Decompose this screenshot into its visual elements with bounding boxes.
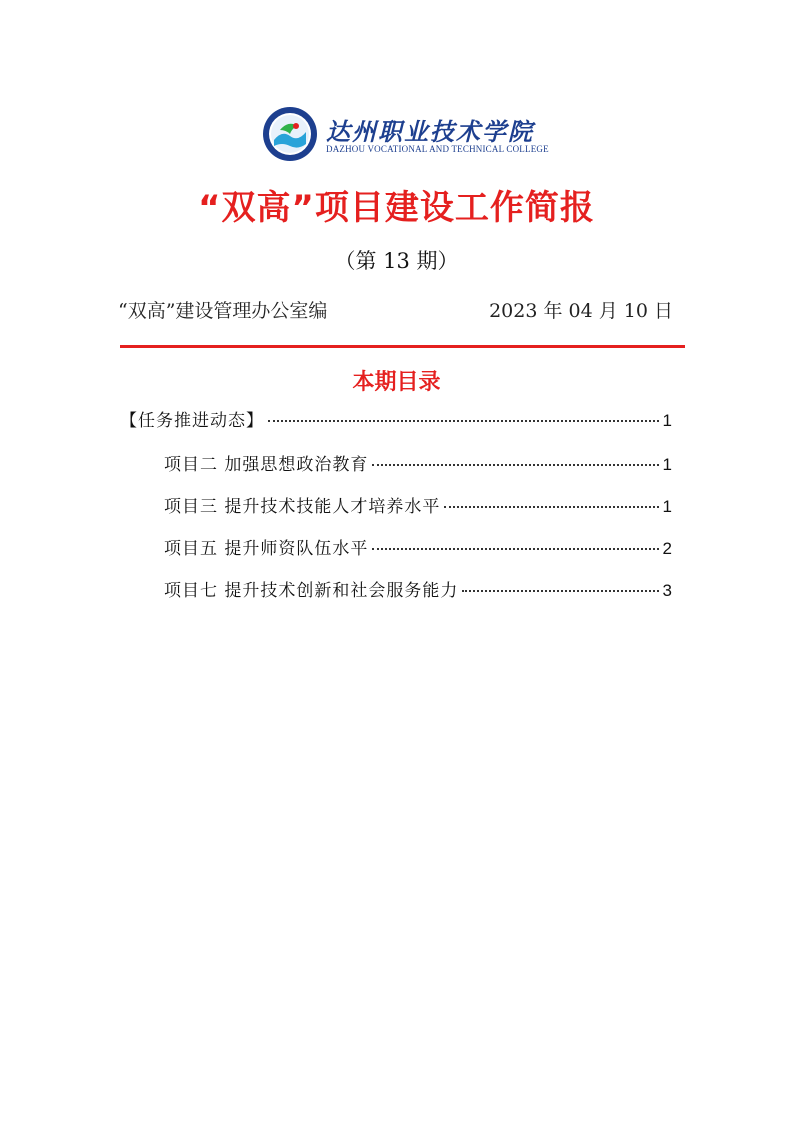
toc-entry-label: 项目五 提升师资队伍水平 xyxy=(164,539,369,559)
toc-entry-project-7[interactable] xyxy=(164,576,672,606)
issue-number: （第 13 期） xyxy=(334,249,459,273)
toc-entry-label: 项目二 加强思想政治教育 xyxy=(164,455,369,475)
dot-leader xyxy=(444,506,658,508)
editor-office: “双高”建设管理办公室编 xyxy=(118,300,328,322)
dot-leader xyxy=(268,420,659,422)
toc-heading: 本期目录 xyxy=(352,370,441,395)
toc-entry-label: 项目三 提升技术技能人才培养水平 xyxy=(164,497,441,517)
toc-entry-label: 项目七 提升技术创新和社会服务能力 xyxy=(164,581,459,601)
publish-date: 2023 年 04 月 10 日 xyxy=(489,300,673,322)
toc-entry-page: 1 xyxy=(662,497,672,516)
red-divider xyxy=(120,345,685,348)
college-name-en: DAZHOU VOCATIONAL AND TECHNICAL COLLEGE xyxy=(326,144,549,154)
toc-entry-project-3[interactable] xyxy=(164,492,672,522)
toc-entry-page: 1 xyxy=(662,455,672,474)
toc-entry-task-progress[interactable] xyxy=(120,406,672,436)
college-logo xyxy=(262,106,549,162)
toc-entry-page: 2 xyxy=(662,539,672,558)
bulletin-title: “双高”项目建设工作简报 xyxy=(198,188,595,228)
dot-leader xyxy=(372,548,658,550)
college-name-cn: 达州职业技术学院 xyxy=(326,117,534,146)
toc-entry-page: 1 xyxy=(662,411,672,430)
toc-entry-label: 【任务推进动态】 xyxy=(120,411,264,431)
toc-entry-project-5[interactable] xyxy=(164,534,672,564)
toc-entry-project-2[interactable] xyxy=(164,450,672,480)
toc-entry-page: 3 xyxy=(662,581,672,600)
college-seal-icon xyxy=(262,106,318,162)
dot-leader xyxy=(462,590,658,592)
dot-leader xyxy=(372,464,658,466)
